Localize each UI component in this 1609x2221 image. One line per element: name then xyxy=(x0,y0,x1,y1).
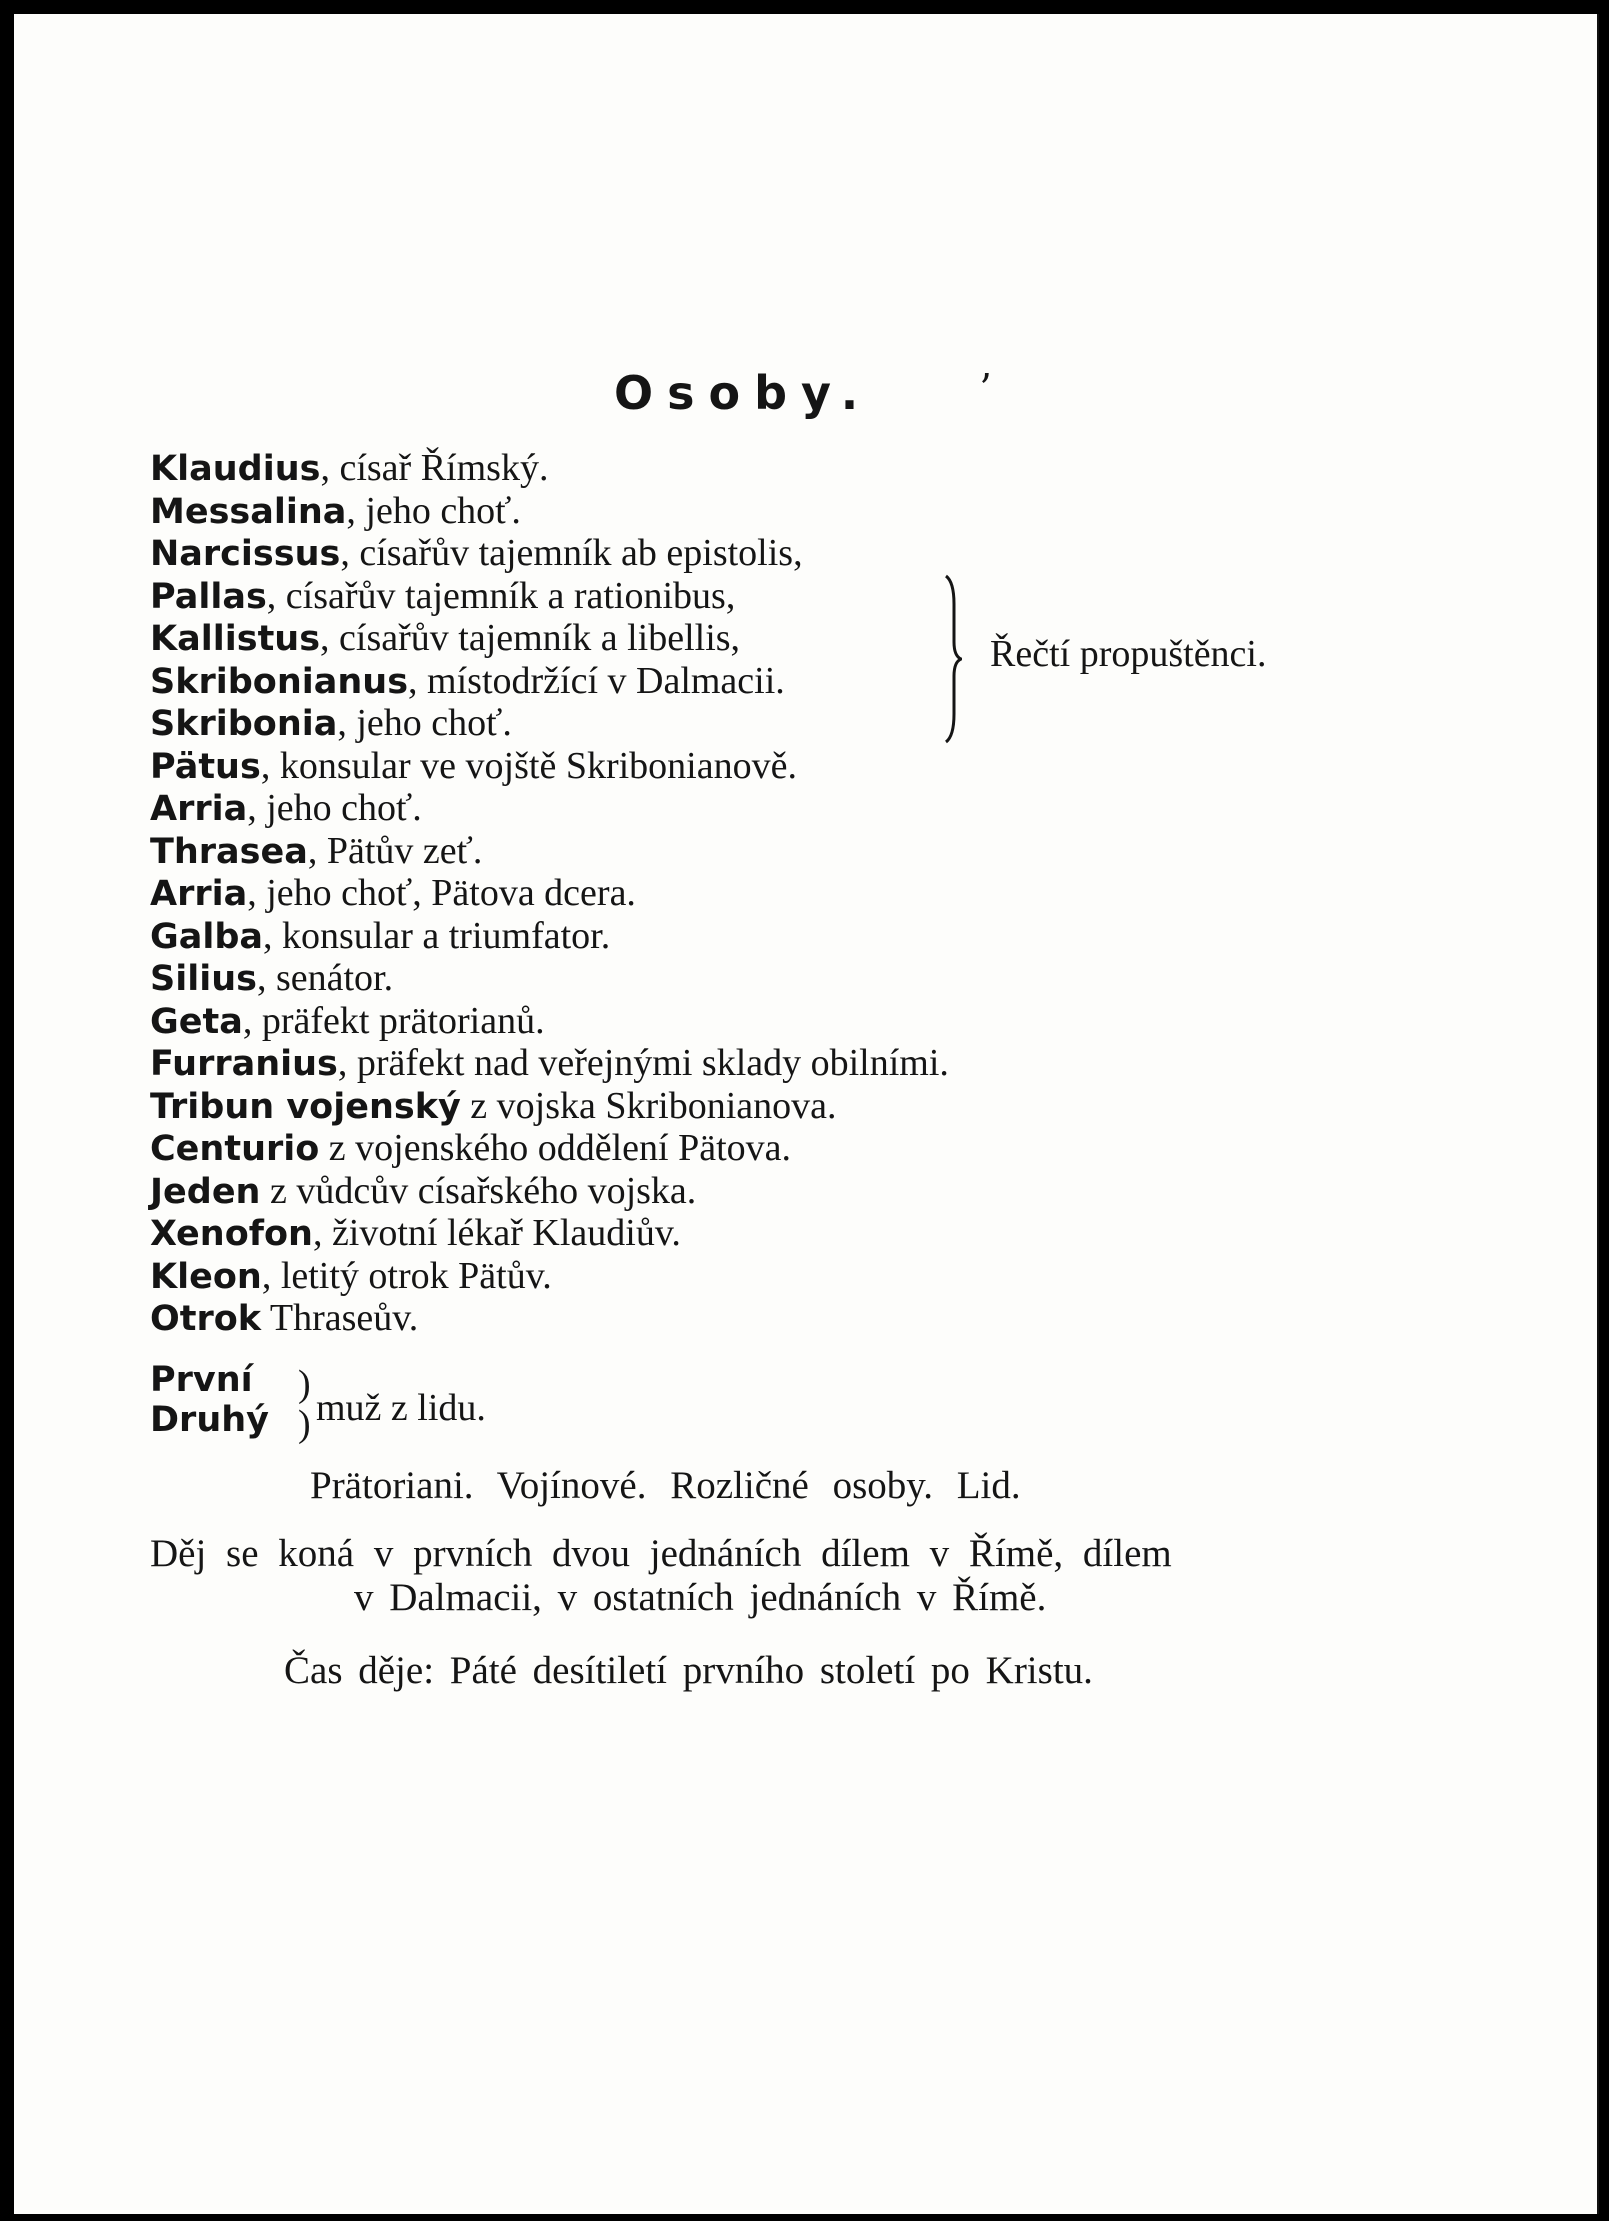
character-description: , senátor. xyxy=(256,957,394,999)
character-name: Skribonia xyxy=(150,704,338,744)
character-entry xyxy=(150,1211,1450,1254)
character-description: , konsular a triumfator. xyxy=(263,914,611,957)
character-description: , präfekt prätorianů. xyxy=(242,999,545,1042)
character-name: Klaudius xyxy=(150,449,321,489)
pair-first-name: První xyxy=(150,1360,253,1400)
character-entry xyxy=(150,1254,1450,1297)
character-description: , letitý otrok Pätův. xyxy=(261,1254,552,1297)
character-entry xyxy=(150,1169,1450,1212)
character-description: , jeho choť. xyxy=(247,787,422,829)
character-description: , jeho choť. xyxy=(337,702,512,744)
character-list xyxy=(150,446,1450,1339)
character-description: z vojska Skribonianova. xyxy=(460,1084,837,1127)
character-description: , konsular ve vojště Skribonianově. xyxy=(260,744,797,787)
character-name: Narcissus xyxy=(150,534,341,574)
group-note: Řečtí propuštěnci. xyxy=(990,633,1267,675)
character-entry xyxy=(150,956,1450,999)
character-entry xyxy=(150,701,1450,744)
character-entry xyxy=(150,1126,1450,1169)
setting-line-1: Děj se koná v prvních dvou jednáních dílem v Římě, dílem xyxy=(150,1532,1172,1575)
character-description: , císařův tajemník a rationibus, xyxy=(266,574,736,617)
character-description: , císař Římský. xyxy=(320,447,549,489)
character-entry xyxy=(150,574,1450,617)
character-name: Geta xyxy=(150,1001,243,1042)
character-entry xyxy=(150,1084,1450,1127)
character-entry xyxy=(150,531,1450,574)
character-name: Silius xyxy=(150,959,257,999)
character-name: Thrasea xyxy=(150,831,308,872)
character-description: , místodržící v Dalmacii. xyxy=(408,659,785,702)
character-description: , Pätův zeť. xyxy=(307,829,483,872)
character-name: Tribun vojenský xyxy=(150,1086,461,1127)
stray-mark: ʼ xyxy=(978,367,991,413)
character-name: Xenofon xyxy=(150,1214,313,1254)
character-description: Thraseův. xyxy=(261,1297,419,1339)
character-description: , jeho choť, Pätova dcera. xyxy=(247,872,636,914)
time-line: Čas děje: Páté desítiletí prvního století po Kristu. xyxy=(284,1649,1093,1692)
character-description: , životní lékař Klaudiův. xyxy=(312,1212,681,1254)
character-entry xyxy=(150,446,1450,489)
character-name: Pätus xyxy=(150,746,261,787)
pair-description: muž z lidu. xyxy=(316,1387,486,1429)
character-description: , císařův tajemník ab epistolis, xyxy=(340,532,803,574)
character-description: z vůdcův císařského vojska. xyxy=(260,1169,697,1212)
page-title: Osoby. xyxy=(614,366,873,420)
pair-entry xyxy=(150,1360,311,1445)
character-name: Galba xyxy=(150,916,264,957)
character-name: Furranius xyxy=(150,1044,338,1084)
ensemble-line: Prätoriani. Vojínové. Rozličné osoby. Lid. xyxy=(310,1464,1021,1507)
pair-second-name: Druhý xyxy=(150,1400,269,1440)
character-name: Arria xyxy=(150,789,248,829)
character-name: Otrok xyxy=(150,1299,262,1339)
character-name: Centurio xyxy=(150,1129,320,1169)
character-description: z vojenského oddělení Pätova. xyxy=(319,1127,792,1169)
character-entry xyxy=(150,914,1450,957)
character-entry xyxy=(150,829,1450,872)
book-page xyxy=(14,14,1599,2214)
character-entry xyxy=(150,786,1450,829)
character-name: Arria xyxy=(150,874,248,914)
character-entry xyxy=(150,1296,1450,1339)
character-name: Kleon xyxy=(150,1256,262,1297)
character-entry xyxy=(150,1041,1450,1084)
character-name: Kallistus xyxy=(150,619,321,659)
character-name: Skribonianus xyxy=(150,661,409,702)
character-entry xyxy=(150,999,1450,1042)
character-name: Jeden xyxy=(150,1171,261,1212)
character-entry xyxy=(150,871,1450,914)
character-entry xyxy=(150,744,1450,787)
setting-line-2: v Dalmacii, v ostatních jednáních v Římě. xyxy=(354,1576,1047,1619)
character-description: , präfekt nad veřejnými sklady obilními. xyxy=(337,1042,949,1084)
character-name: Messalina xyxy=(150,491,347,532)
character-entry xyxy=(150,489,1450,532)
group-brace xyxy=(944,574,962,744)
character-description: , jeho choť. xyxy=(346,489,521,532)
pair-brace: ) ) xyxy=(298,1363,311,1445)
character-description: , císařův tajemník a libellis, xyxy=(320,617,741,659)
character-name: Pallas xyxy=(150,576,267,617)
